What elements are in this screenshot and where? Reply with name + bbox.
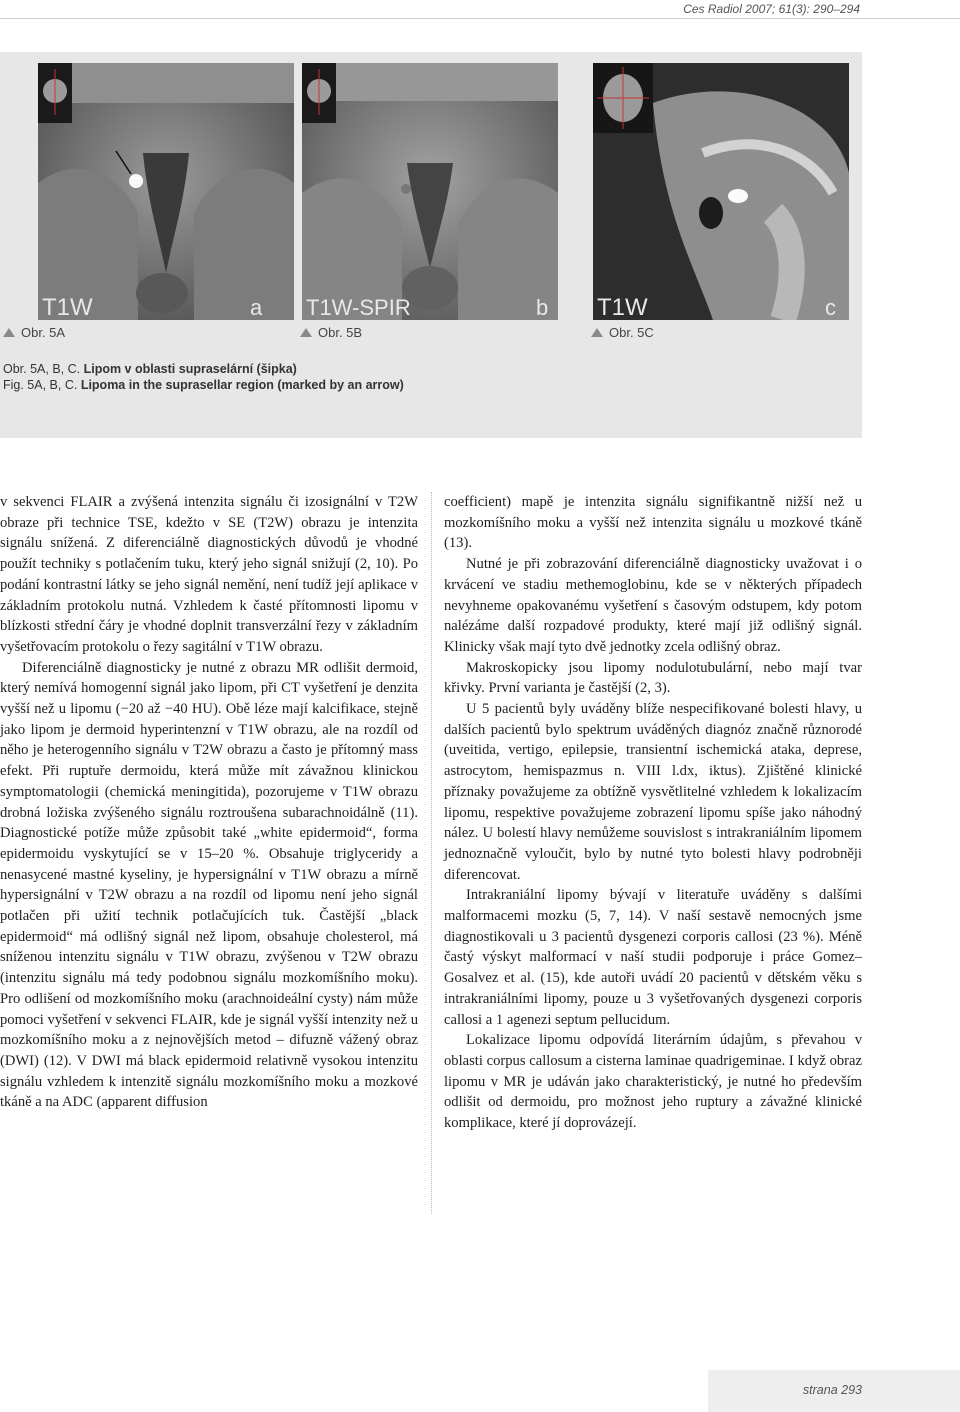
- sequence-label-a: T1W: [42, 294, 93, 320]
- mri-coronal-t1w: [38, 63, 294, 320]
- triangle-up-icon: [300, 328, 312, 337]
- mri-coronal-t1w-spir: [302, 63, 558, 320]
- figure-label-a: Obr. 5A: [3, 325, 65, 340]
- figure-caption-en: Fig. 5A, B, C. Lipoma in the suprasellar region (marked by an arrow): [3, 378, 404, 392]
- paragraph: v sekvenci FLAIR a zvýšená intenzita signálu či izosignální v T2W obraze při technice TSE, kdežto v SE (T2W) obrazu je intenzita signálu snížená. Z diferenciálně diagnostických důvodů je vhodné použít techniky s potlačením tuku, který jeho signál snižují (2, 10). Po podání kontrastní látky se jeho signál nemění, není tudíž její aplikace v základním protokolu nutná. Vzhledem k časté přítomnosti lipomu v blízkosti střední čáry je vhodné doplnit transverzální řezy v základním vyšetřovacím protokolu o řezy sagitální v T1W obrazu.: [0, 494, 418, 655]
- column-divider: [431, 492, 432, 1214]
- paragraph: Nutné je při zobrazování diferenciálně diagnosticky uvažovat i o krvácení ve stadiu methemoglobinu, kde se v některých případech nevyhneme opakovanému vyšetření s časovým odstupem, kdy potom nalézáme další rozpadové produkty, které mají již odlišný signál. Klinicky však mají tyto dvě jednotky zcela odlišný obraz.: [444, 556, 862, 655]
- page-number-box: [708, 1370, 960, 1412]
- body-column-left: [0, 492, 418, 1113]
- mri-sagittal-t1w: [593, 63, 849, 320]
- paragraph: coefficient) mapě je intenzita signálu signifikantně nižší než u mozkomíšního moku a vyšší než intenzita signálu u mozkové tkáně (13).: [444, 494, 862, 552]
- figure-caption-cz: Obr. 5A, B, C. Lipom v oblasti supraselární (šipka): [3, 362, 297, 376]
- paragraph: Lokalizace lipomu odpovídá literárním údajům, s převahou v oblasti corpus callosum a cisterna laminae quadrigeminae. I když obraz lipomu v MR je udáván jako charakteristický, je nutné ho především odlišit od dermoidu, pro možnost jeho ruptury a závažné klinické komplikace, které jí doprovázejí.: [444, 1032, 862, 1132]
- mri-image-c: [593, 63, 849, 320]
- mri-image-b: [302, 63, 558, 320]
- figure-panel: [0, 52, 862, 438]
- triangle-up-icon: [3, 328, 15, 337]
- panel-letter-c: c: [825, 295, 836, 320]
- journal-citation: Ces Radiol 2007; 61(3): 290–294: [683, 2, 860, 16]
- panel-letter-b: b: [536, 295, 549, 320]
- body-column-right: [444, 492, 862, 1134]
- panel-letter-a: a: [250, 295, 263, 320]
- paragraph: Intrakraniální lipomy bývají v literatuře uváděny s dalšími malformacemi mozku (5, 7, 14). V naší sestavě nemocných jsme diagnostikovali u 3 pacientů dysgenezi corporis callosi (23 %). Méně častý výskyt malformací v naší studii podporuje i práce Gomez–Gosalvez et al. (15), kde autoři uvádí 20 pacientů v dětském věku s intrakraniálními lipomy, pouze u 3 vyšetřovaných dysgenezi corporis callosi a 1 agenezi septum pellucidum.: [444, 887, 862, 1028]
- paragraph: Diferenciálně diagnosticky je nutné z obrazu MR odlišit dermoid, který nemívá homogenní signál jako lipom, při CT vyšetření je denzita vyšší než u lipomu (−20 až −40 HU). Obě léze mají kalcifikace, stejně jako lipom je dermoid hyperintenzní v T1W obrazu, ale na rozdíl od něho je heterogenního signálu v T2W obrazu a často je přítomný mass efekt. Při ruptuře dermoidu, která může mít závažnou klinickou symptomatologii (chemická meningitida), pozorujeme v T1W obrazu drobná ložiska zvýšeného signálu roztroušena subarachnoidálně (11). Diagnostické potíže může způsobit také „white epidermoid“, forma epidermoidu vyskytující se v 15–20 %. Obsahuje triglyceridy a nenasycené mastné kyseliny, je hypersignální v T1W obrazu a mírně hypersignální v T2W obrazu a na rozdíl od lipomu není jeho signál potlačen při užití technik potlačujících tuk. Častější „black epidermoid“ má odlišný signál než lipom, obsahuje cholesterol, má sníženou intenzitu signálu v T1W obrazu, zvýšenou v T2W obrazu (intenzitu signálu má tedy podobnou signálu mozkomíšního moku). Pro odlišení od mozkomíšního moku (arachnoideální cysty) nám může pomoci vyšetření v sekvenci FLAIR, kde je signál vyšší intenzity než u mozkomíšního moku a z nejnovějších metod – difuzně vážený obraz (DWI) (12). V DWI má black epidermoid relativně vysokou intenzitu signálu vzhledem k intenzitě signálu mozkomíšního moku a mozkové tkáně a na ADC (apparent diffusion: [0, 659, 418, 1111]
- sequence-label-b: T1W-SPIR: [306, 295, 411, 320]
- figure-label-b: Obr. 5B: [300, 325, 362, 340]
- paragraph: U 5 pacientů byly uváděny blíže nespecifikované bolesti hlavy, u dalších pacientů bylo spektrum uváděných diagnóz značně různorodé (uveitida, vertigo, epilepsie, transientní ischemická ataka, deprese, astrocytom, hemispazmus n. VIII l.dx, iktus). Zjištěné klinické příznaky považujeme za obtížně vysvětlitelné vzhledem k lokalizacím lipomu, respektive považujeme zobrazení lipomu spíše jako náhodný nález. U bolestí hlavy nemůžeme souvislost s intrakraniálním lipomem jednoznačně vyloučit, bylo by nutné tyto bolesti hlavy podrobněji diferencovat.: [444, 701, 862, 883]
- sequence-label-c: T1W: [597, 294, 648, 320]
- triangle-up-icon: [591, 328, 603, 337]
- running-head: [0, 0, 960, 19]
- mri-image-a: [38, 63, 294, 320]
- page-number: strana 293: [802, 1383, 862, 1397]
- paragraph: Makroskopicky jsou lipomy nodulotubulární, nebo mají tvar křivky. První varianta je častější (2, 3).: [444, 659, 862, 697]
- figure-label-c: Obr. 5C: [591, 325, 654, 340]
